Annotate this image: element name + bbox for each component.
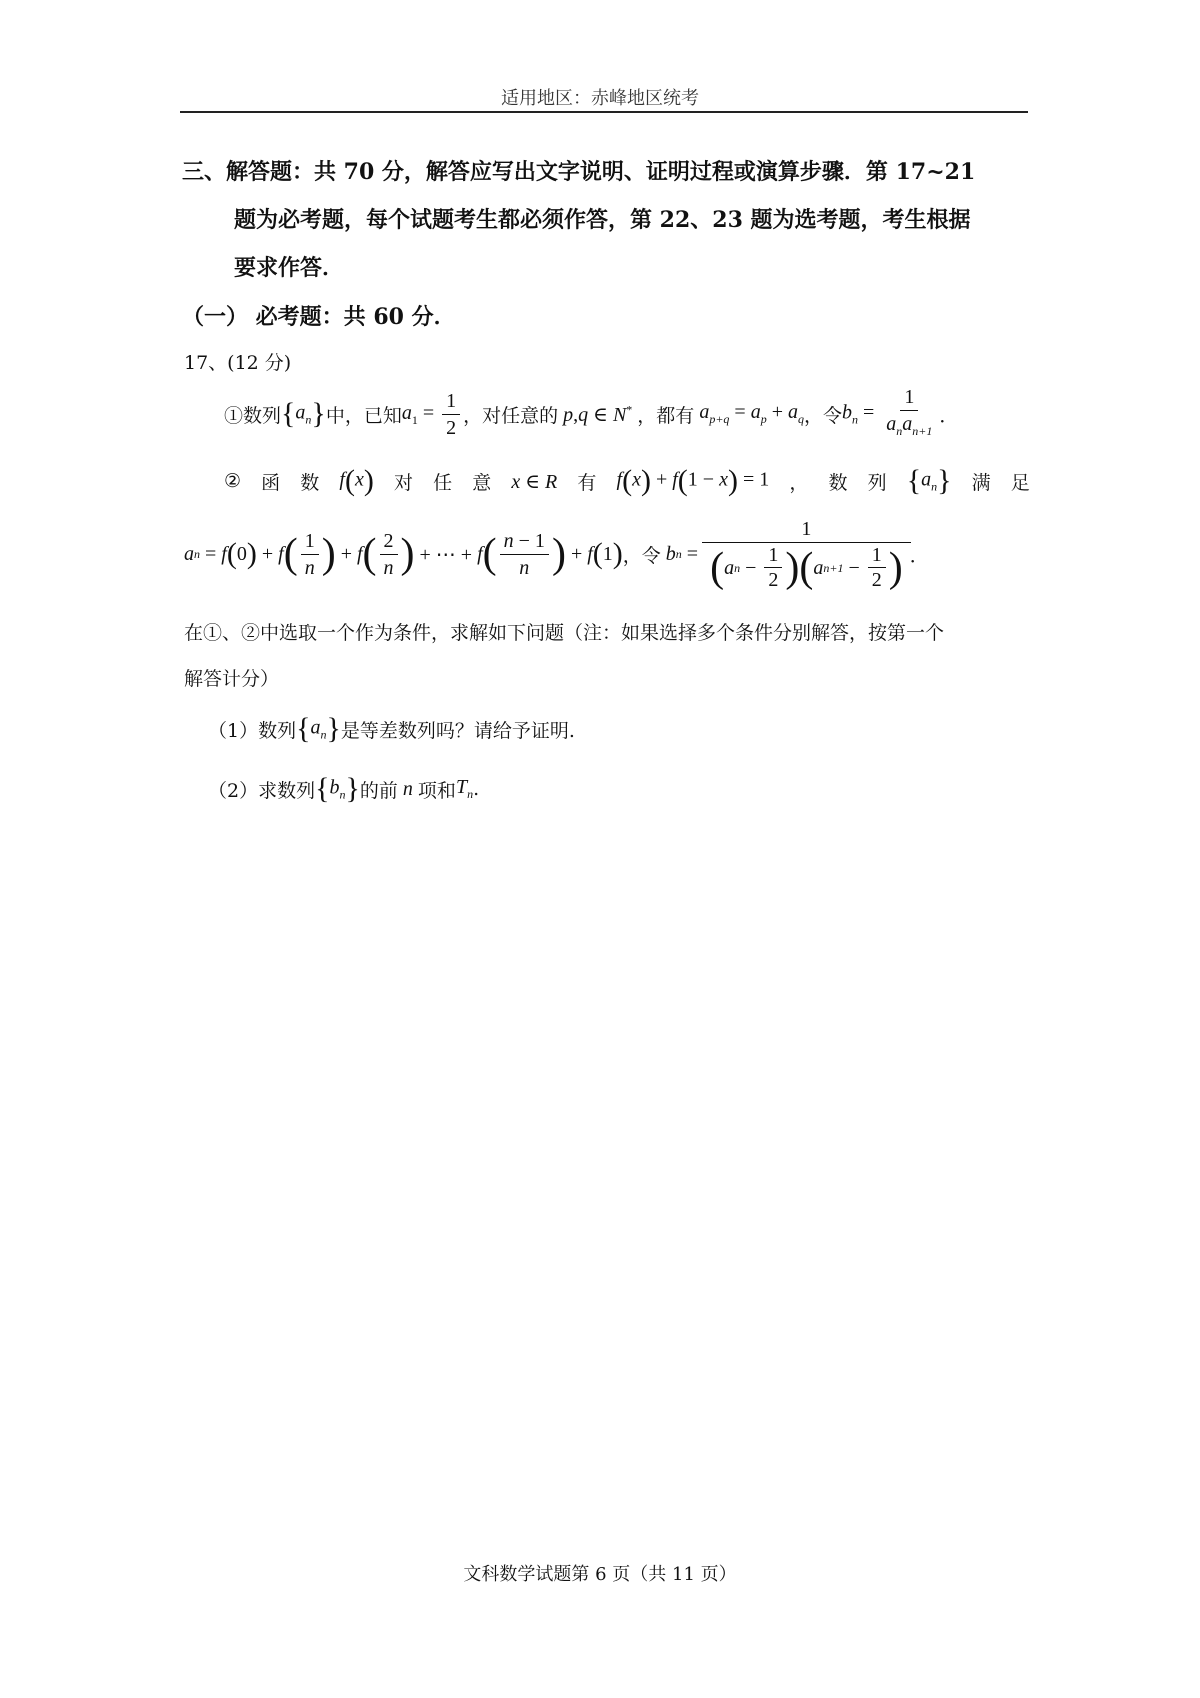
cond2-w5: 意 (472, 471, 492, 494)
cond1-t4: ，令 (803, 404, 842, 427)
section-line-2: 题为必考题，每个试题考生都必须作答，第 22、23 题为选考题，考生根据 (234, 207, 971, 233)
cond2-end: ． (909, 544, 929, 567)
q2-mid2: 项和 (417, 779, 456, 802)
cond1-t3: ，都有 (637, 404, 695, 427)
cond2-t1: ，令 (622, 544, 661, 567)
seq-an-set-2: $\{a_n\}$ (906, 464, 952, 497)
q1-rest: 是等差数列吗？请给予证明. (340, 719, 575, 742)
section-line-1: 三、解答题：共 70 分，解答应写出文字说明、证明过程或演算步骤．第 17~21 (182, 159, 976, 185)
cond2-w3: 对 (393, 471, 413, 494)
page-header: 适用地区：赤峰地区统考 (501, 88, 699, 109)
eq-pq-in-N: p,q ∈ N* (563, 401, 633, 426)
condition-2-line-2 (184, 506, 929, 602)
var-Tn: $T_n$ (455, 776, 474, 801)
cond2-w4: 任 (433, 471, 453, 494)
question-1 (208, 714, 575, 744)
eq-x-in-R: x ∈ R (511, 470, 558, 493)
q2-end: . (473, 778, 480, 800)
cond1-t1: 中，已知 (325, 404, 402, 427)
cond1-lead: ①数列 (224, 404, 282, 427)
eq-fx: f(x) (339, 464, 374, 497)
cond2-w6: 有 (577, 471, 597, 494)
cond2-w8: 数 (828, 471, 848, 494)
problem-number: 17、(12 分) (184, 352, 292, 374)
q2-lead: （2）求数列 (208, 779, 316, 802)
cond2-w7: ， (789, 471, 809, 494)
eq-a1: $a_1$ = $\frac{1}{2}$ (402, 390, 463, 439)
condition-1 (224, 384, 958, 444)
choose-line-2: 解答计分） (184, 668, 280, 690)
seq-an-set: $\{a_n\}$ (281, 397, 326, 430)
cond2-w0: ② (224, 470, 242, 492)
cond2-w2: 数 (300, 471, 320, 494)
eq-bn-1: $b_n$ = $\frac{1}{a_na_{n+1}}$ (842, 386, 933, 438)
choose-line-1: 在①、②中选取一个作为条件，求解如下问题（注：如果选择多个条件分别解答，按第一个 (184, 622, 945, 644)
q2-mid: 的前 (359, 779, 398, 802)
page-footer: 文科数学试题第 6 页（共 11 页） (463, 1564, 737, 1585)
eq-fx-sum: f(x) + f(1 − x) = 1 (616, 464, 770, 497)
eq-bn-2: b n = 1 ( a n − $\frac{1}{2}$ ) ( a n+1 − $\frac{1}{2}$ ) (661, 518, 910, 590)
cond2-w9: 列 (867, 471, 887, 494)
condition-2-line-1 (224, 466, 1030, 496)
seq-bn-set: $\{b_n\}$ (315, 772, 360, 805)
eq-apq: $a_{p+q} = a_p + a_q$ (699, 401, 804, 426)
cond2-w10: 满 (971, 471, 991, 494)
cond1-t2: ，对任意的 (463, 404, 559, 427)
var-n: n (397, 777, 418, 800)
cond2-w11: 足 (1010, 471, 1030, 494)
question-2 (208, 774, 479, 804)
seq-an-set-3: $\{a_n\}$ (296, 712, 341, 745)
section-line-3: 要求作答． (234, 255, 345, 281)
q1-lead: （1）数列 (208, 719, 297, 742)
header-divider (180, 111, 1028, 113)
cond1-end: ． (939, 404, 959, 427)
subsection-title: （一） 必考题：共 60 分． (182, 304, 456, 330)
eq-an-sum: a n = f ( 0 ) + f ( $\frac{1}{n}$ ) + f ( $\frac{2}{n}$ ) + ⋯ + f ( $\frac{n - 1}{n}$ ) + f ( 1 ) (184, 529, 623, 579)
cond2-w1: 函 (261, 471, 281, 494)
